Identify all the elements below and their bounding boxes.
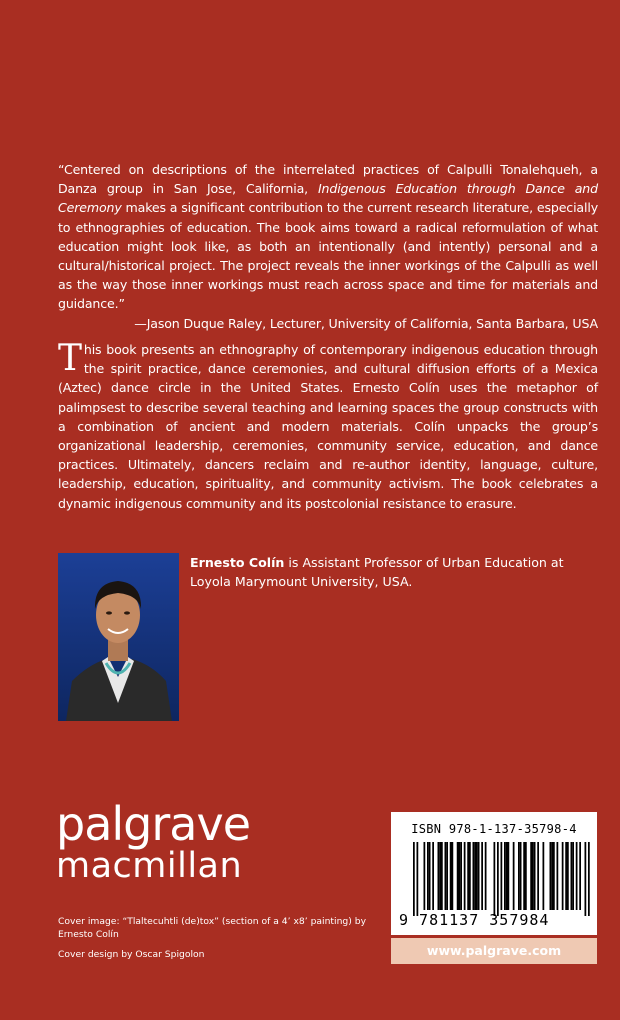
cover-design-credit: Cover design by Oscar Spigolon [58, 949, 205, 960]
cover-image-credit: Cover image: “Tlaltecuhtli (de)tox” (section of a 4’ x8’ painting) by Ernesto Colín [58, 916, 367, 940]
isbn-barcode [391, 812, 597, 935]
barcode-bar [427, 842, 429, 910]
quote-text-part2: makes a significant contribution to the current research literature, especially to ethnographies of education. The book aims toward a radical reformulation of what education might look like, as both an intentionally (and intently) personal and a cultural/historical project. The project reveals the inner workings of the Calpulli as well as the way those inner workings must reach across space and time for materials and guidance.” [58, 200, 598, 312]
barcode-bar [441, 842, 443, 910]
barcode-bar [588, 842, 590, 916]
book-description [58, 340, 598, 513]
barcode-bar [445, 842, 447, 910]
barcode-bar [485, 842, 487, 910]
barcode-bar [523, 842, 525, 910]
barcode-bar [497, 842, 499, 916]
author-portrait-image [58, 553, 179, 721]
logo-palgrave: palgrave [56, 797, 250, 851]
author-name: Ernesto Colín [190, 555, 285, 570]
barcode-bar [460, 842, 462, 910]
barcode-bar [464, 842, 466, 910]
barcode-bar [579, 842, 581, 910]
barcode-bar [562, 842, 564, 910]
author-bio [190, 553, 600, 591]
barcode-bar [424, 842, 426, 910]
quote-text-part1: Centered on descriptions of the interrelated practices of Calpulli Tonalehqueh, a Danza group in San Jose, California, [58, 162, 598, 197]
barcode-bar [438, 842, 440, 910]
barcode-bar [537, 842, 539, 910]
barcode-bar [457, 842, 459, 910]
description-text: his book presents an ethnography of contemporary indigenous education through the spirit practice, dance ceremonies, and cultural diffusion efforts of a Mexica (Aztec) dance circle in the United States. Ernesto Colín uses the metaphor of palimpsest to describe several teaching and learning spaces the group constructs with a combination of ancient and modern materials. Colín unpacks the group’s organizational leadership, ceremonies, community service, education, and dance practices. Ultimately, dancers reclaim and re-author identity, language, culture, leadership, education, spirituality, and community activism. The book celebrates a dynamic indigenous community and its postcolonial resistance to erasure. [58, 342, 598, 511]
barcode-bar [474, 842, 476, 910]
barcode-bar [513, 842, 515, 910]
barcode-bar [525, 842, 527, 910]
barcode-bar [572, 842, 574, 910]
barcode-bar [432, 842, 434, 910]
barcode-bar [532, 842, 534, 910]
author-photo [58, 553, 179, 721]
barcode-bar [508, 842, 510, 910]
publisher-url: www.palgrave.com [391, 938, 597, 964]
logo-macmillan: macmillan [56, 846, 243, 886]
barcode-bar [450, 842, 452, 910]
barcode-bar [543, 842, 545, 910]
barcode-bar [481, 842, 483, 910]
endorsement-quote [58, 160, 598, 333]
barcode-bar [534, 842, 536, 910]
barcode-bar [417, 842, 419, 916]
isbn-label: ISBN 978-1-137-35798-4 [411, 822, 577, 836]
barcode-bar [551, 842, 553, 910]
barcode-bar [429, 842, 431, 910]
barcode-bar [473, 842, 475, 910]
barcode-bar [550, 842, 552, 910]
cover-credits [58, 915, 388, 968]
barcode-bar [530, 842, 532, 910]
barcode-bar [478, 842, 480, 910]
barcode-bar [504, 842, 506, 910]
open-quote-mark: “ [58, 162, 64, 177]
barcode-bar [413, 842, 415, 916]
barcode-bar [476, 842, 478, 910]
barcode-bar [501, 842, 503, 910]
barcode-bar [459, 842, 461, 910]
barcode-bar [467, 842, 469, 910]
barcode-bar [557, 842, 559, 910]
barcode-bar [469, 842, 471, 910]
barcode-bar [446, 842, 448, 910]
barcode-bar [567, 842, 569, 910]
barcode-bar [520, 842, 522, 910]
barcode-bar [571, 842, 573, 910]
publisher-logo [56, 797, 250, 886]
book-title-italic: Indigenous Education through Dance and Ceremony [58, 181, 598, 216]
barcode-bar [452, 842, 454, 910]
drop-cap: T [58, 338, 82, 379]
barcode-bar [553, 842, 555, 910]
barcode-bar [506, 842, 508, 910]
barcode-bar [576, 842, 578, 910]
barcode-bar [565, 842, 567, 910]
quote-body [58, 160, 598, 314]
barcode-digits: 9 781137 357984 [399, 911, 550, 929]
author-bio-text: is Assistant Professor of Urban Education at Loyola Marymount University, USA. [190, 555, 564, 590]
barcode-bar [518, 842, 520, 910]
quote-attribution: —Jason Duque Raley, Lecturer, University of California, Santa Barbara, USA [134, 315, 598, 331]
barcode-bar [494, 842, 496, 916]
barcode-bar [439, 842, 441, 910]
barcode-bar [585, 842, 587, 916]
